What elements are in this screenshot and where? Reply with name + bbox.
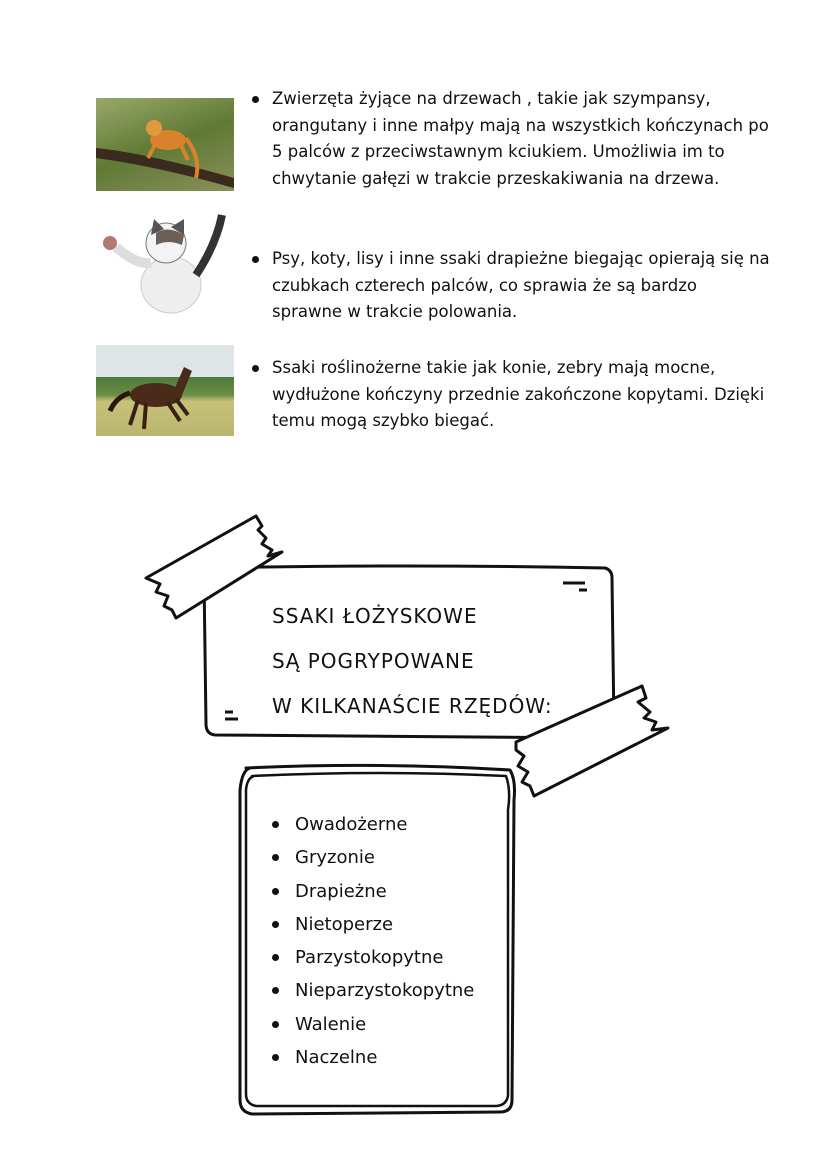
title-heading <box>272 594 553 729</box>
fact-text: Psy, koty, lisy i inne ssaki drapieżne biegając opierają się na czubkach czterech palców, co sprawia że są bardzo sprawne w trakcie polowania. <box>272 249 770 321</box>
fact-text: Ssaki roślinożerne takie jak konie, zebry mają mocne, wydłużone kończyny przednie zakończone kopytami. Dzięki temu mogą szybko biegać. <box>272 358 765 430</box>
title-line: W KILKANAŚCIE RZĘDÓW: <box>272 694 553 718</box>
title-line: SĄ POGRYPOWANE <box>272 649 475 673</box>
list-item: Nieparzystokopytne <box>272 974 474 1007</box>
list-item: Naczelne <box>272 1041 474 1074</box>
fact-text: Zwierzęta żyjące na drzewach , takie jak szympansy, orangutany i inne małpy mają na wszystkich kończynach po 5 palców z przeciwstawnym kciukiem. Umożliwia im to chwytanie gałęzi w trakcie przeskakiwania na drzewa. <box>272 89 769 188</box>
orders-list <box>272 808 474 1074</box>
list-item: Nietoperze <box>272 908 474 941</box>
title-line: SSAKI ŁOŻYSKOWE <box>272 604 478 628</box>
list-item: Parzystokopytne <box>272 941 474 974</box>
list-item: Drapieżne <box>272 875 474 908</box>
list-item: Walenie <box>272 1008 474 1041</box>
list-item: Gryzonie <box>272 841 474 874</box>
list-item: Owadożerne <box>272 808 474 841</box>
